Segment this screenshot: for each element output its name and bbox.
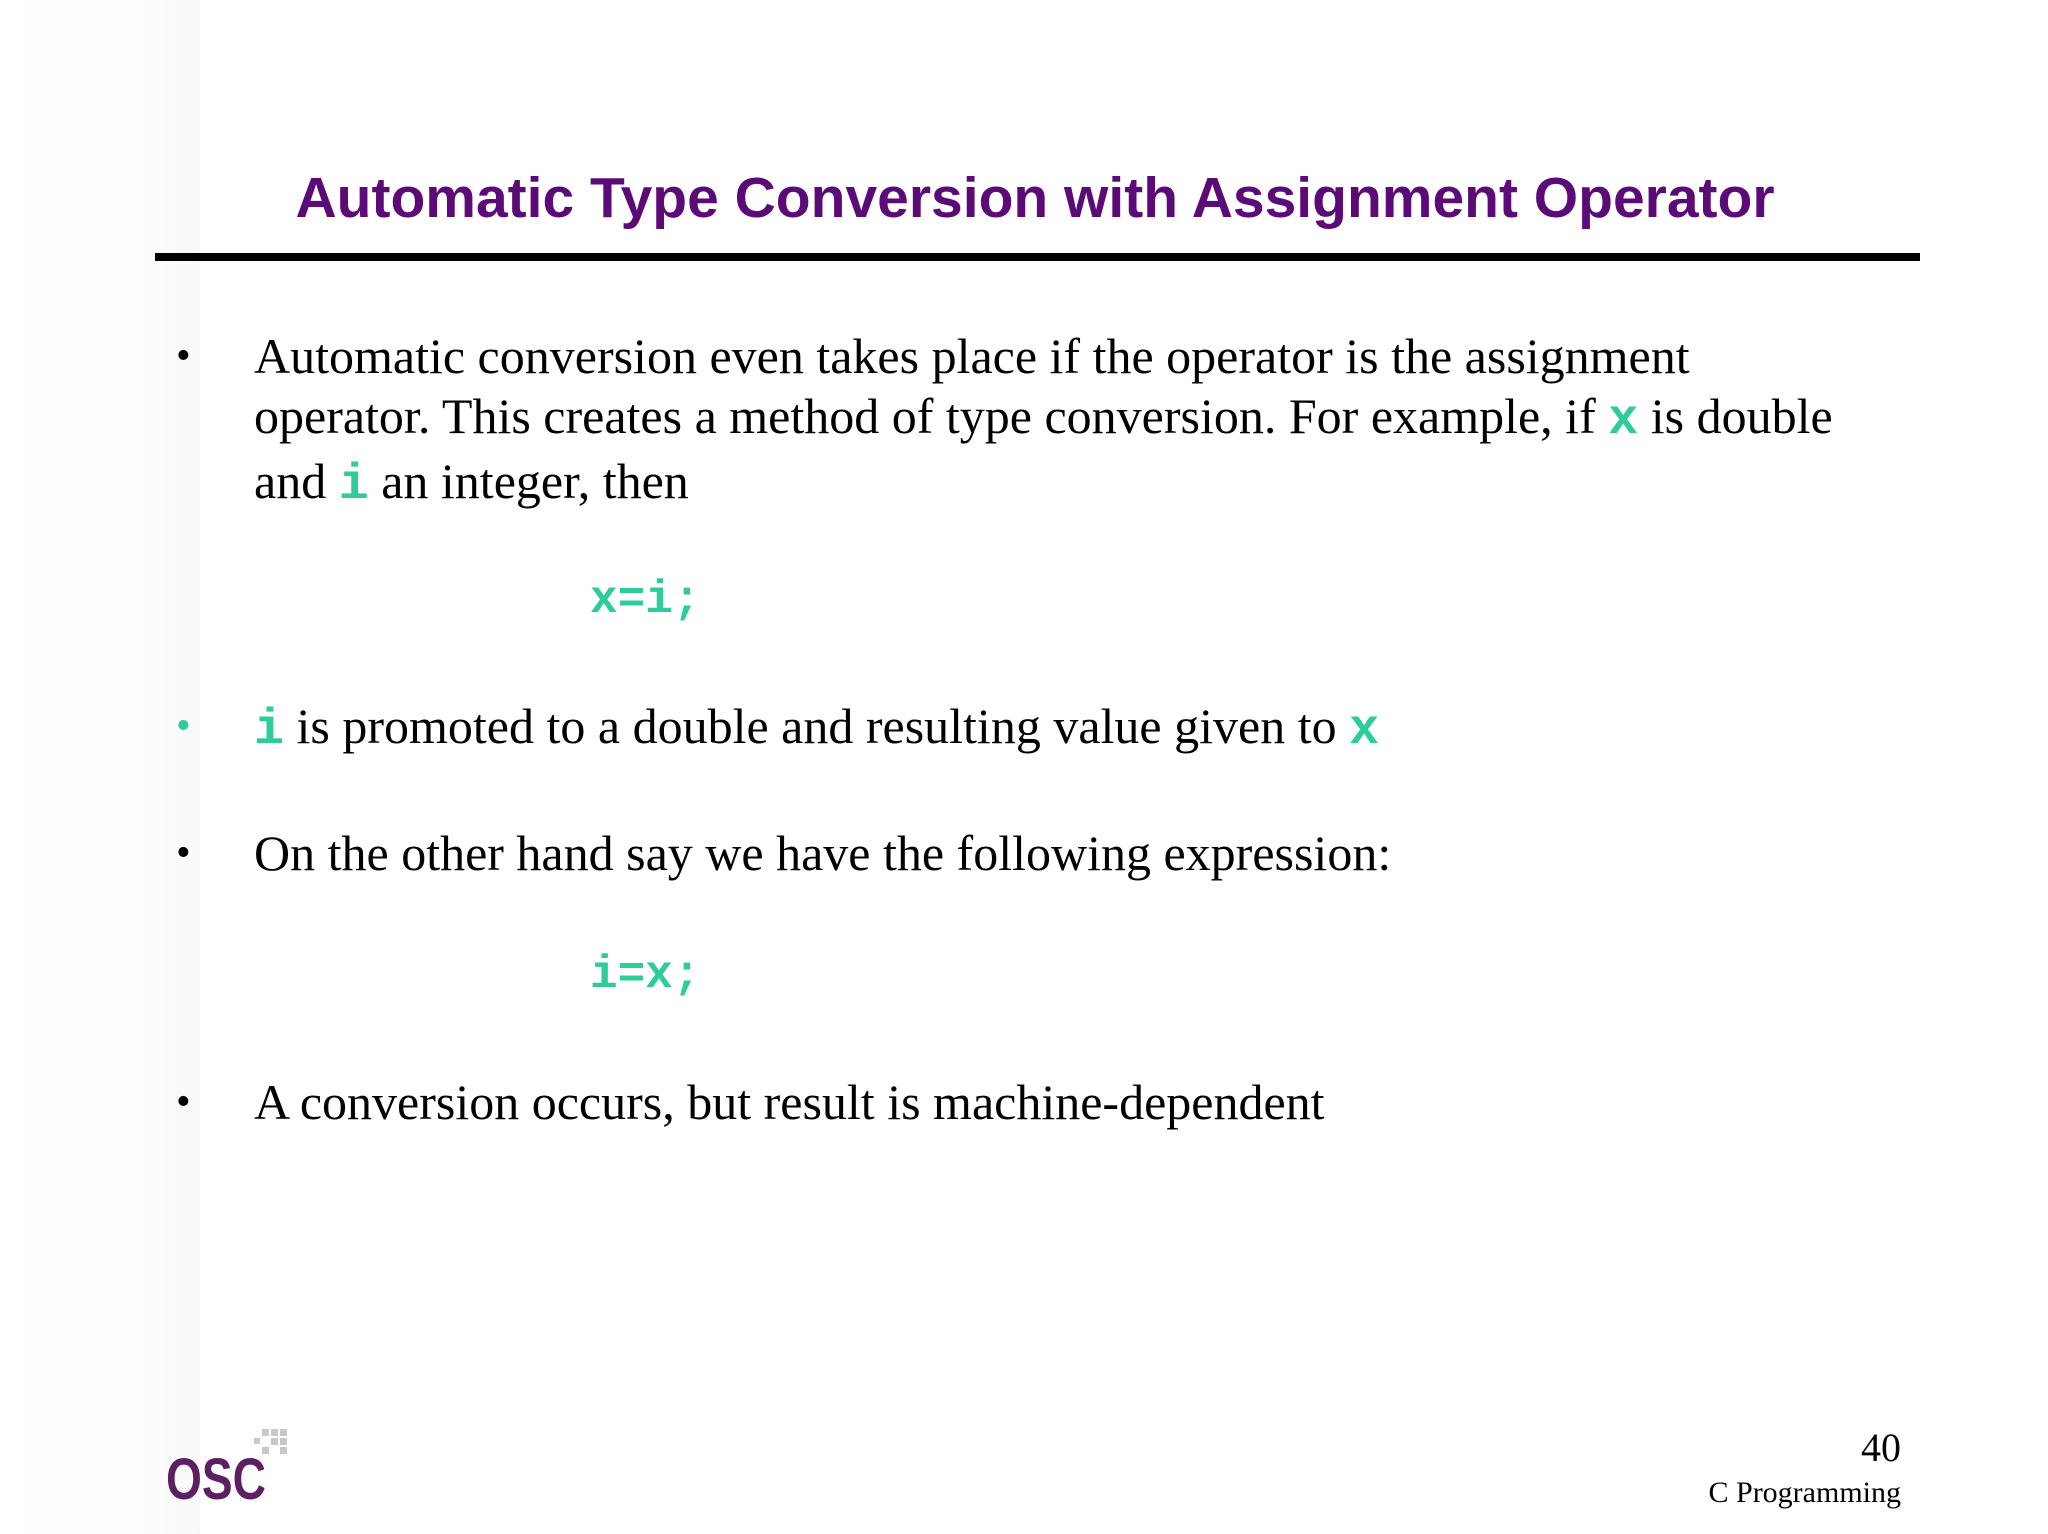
- bullet-4-text: A conversion occurs, but result is machine-dependent: [254, 1074, 1325, 1130]
- bullet-1-marker: •: [176, 333, 191, 379]
- page-number: 40: [1861, 1425, 1901, 1470]
- bullet-4-marker: •: [176, 1079, 191, 1125]
- code-var-i: i: [338, 457, 369, 514]
- bullet-1-text: [254, 326, 1934, 516]
- footer-course-label: C Programming: [1708, 1476, 1901, 1509]
- osc-logo: [162, 1425, 297, 1505]
- bullet-2-text: [254, 696, 1934, 761]
- bullet-1-line-3: [254, 451, 1934, 516]
- code-line-2: i=x;: [590, 949, 701, 1001]
- bullet-1-line-1: Automatic conversion even takes place if the operator is the assignment: [254, 328, 1690, 384]
- bullet-1-line-3-post: an integer, then: [368, 453, 689, 509]
- bullet-2-marker: •: [176, 703, 191, 749]
- code-var-x: x: [1608, 392, 1639, 449]
- bullet-2-body: is promoted to a double and resulting value given to: [284, 698, 1350, 754]
- bullet-1-line-2: [254, 386, 1934, 451]
- code-var-x: x: [1349, 702, 1380, 759]
- title-divider: [155, 253, 1920, 261]
- code-line-1: x=i;: [590, 574, 701, 626]
- bullet-1-line-3-pre: and: [254, 453, 339, 509]
- bullet-1-line-2-post: is double: [1638, 388, 1833, 444]
- bullet-3-marker: •: [176, 830, 191, 876]
- bullet-3-text: On the other hand say we have the following expression:: [254, 825, 1392, 881]
- slide-title: Automatic Type Conversion with Assignment Operator: [295, 166, 1775, 230]
- logo-text: OSC: [166, 1447, 266, 1505]
- code-var-i: i: [254, 702, 285, 759]
- bullet-1-line-2-pre: operator. This creates a method of type conversion. For example, if: [254, 388, 1609, 444]
